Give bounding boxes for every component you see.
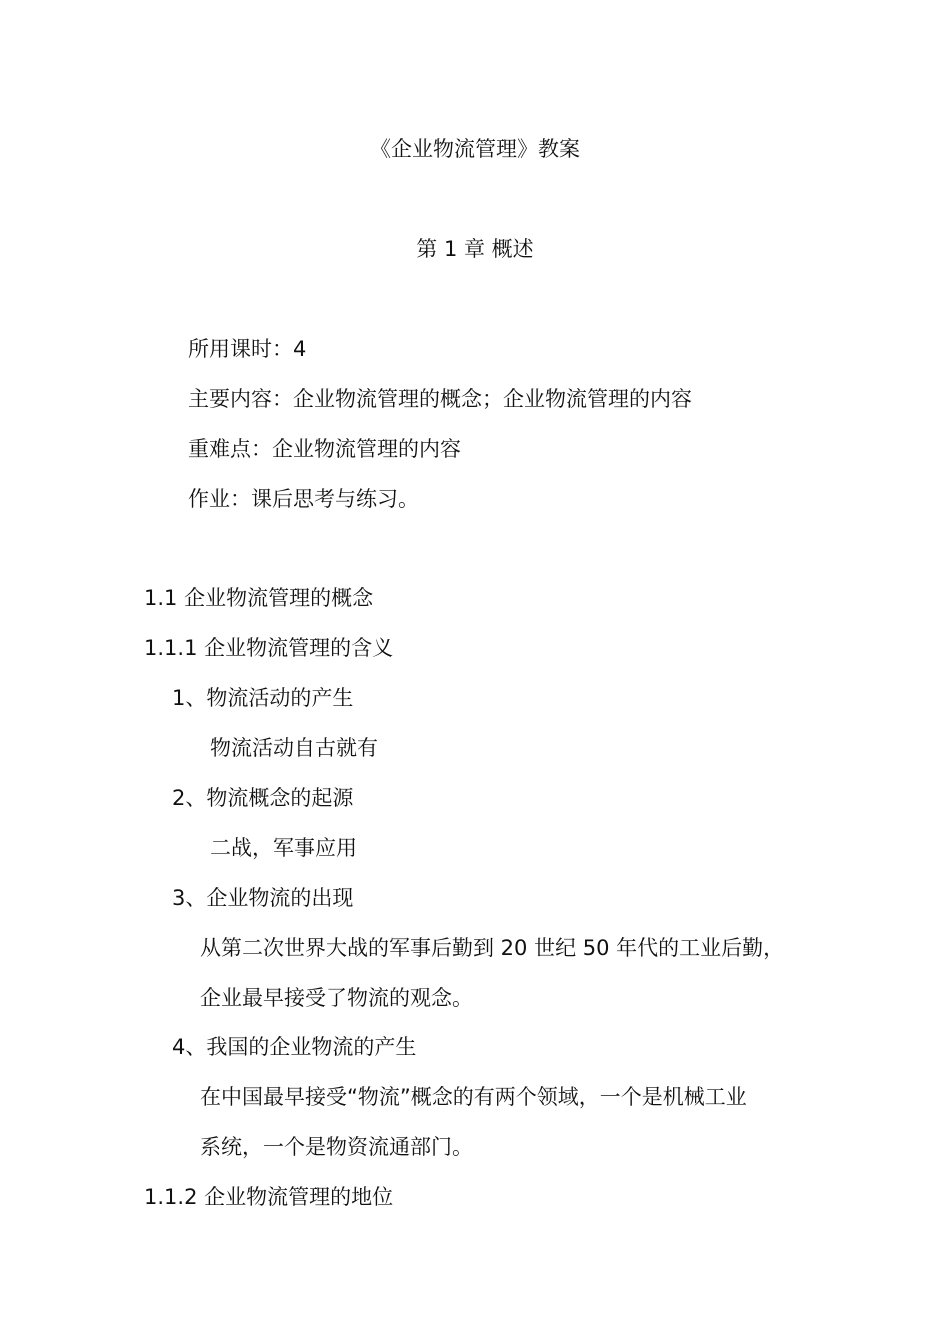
item-body-1: 物流活动自古就有 [210, 736, 378, 760]
meta-hours: 所用课时：4 [188, 337, 307, 361]
section-heading-1-1-1: 1.1.1 企业物流管理的含义 [144, 636, 394, 660]
item-heading-4: 4、我国的企业物流的产生 [172, 1035, 417, 1059]
item-heading-1: 1、物流活动的产生 [172, 686, 354, 710]
chapter-heading: 第 1 章 概述 [416, 237, 534, 261]
item-heading-3: 3、企业物流的出现 [172, 886, 354, 910]
meta-key-points: 重难点：企业物流管理的内容 [188, 437, 461, 461]
item-body-3-line-2: 企业最早接受了物流的观念。 [200, 986, 473, 1010]
item-heading-2: 2、物流概念的起源 [172, 786, 354, 810]
section-heading-1-1: 1.1 企业物流管理的概念 [144, 586, 374, 610]
item-body-4-line-1: 在中国最早接受“物流”概念的有两个领域，一个是机械工业 [200, 1085, 747, 1109]
section-heading-1-1-2: 1.1.2 企业物流管理的地位 [144, 1185, 394, 1209]
item-body-3-line-1: 从第二次世界大战的军事后勤到 20 世纪 50 年代的工业后勤， [200, 936, 785, 960]
item-body-2: 二战，军事应用 [210, 836, 357, 860]
meta-homework: 作业：课后思考与练习。 [188, 487, 419, 511]
document-title: 《企业物流管理》教案 [370, 137, 580, 161]
meta-main-content: 主要内容：企业物流管理的概念；企业物流管理的内容 [188, 387, 692, 411]
item-body-4-line-2: 系统，一个是物资流通部门。 [200, 1135, 473, 1159]
